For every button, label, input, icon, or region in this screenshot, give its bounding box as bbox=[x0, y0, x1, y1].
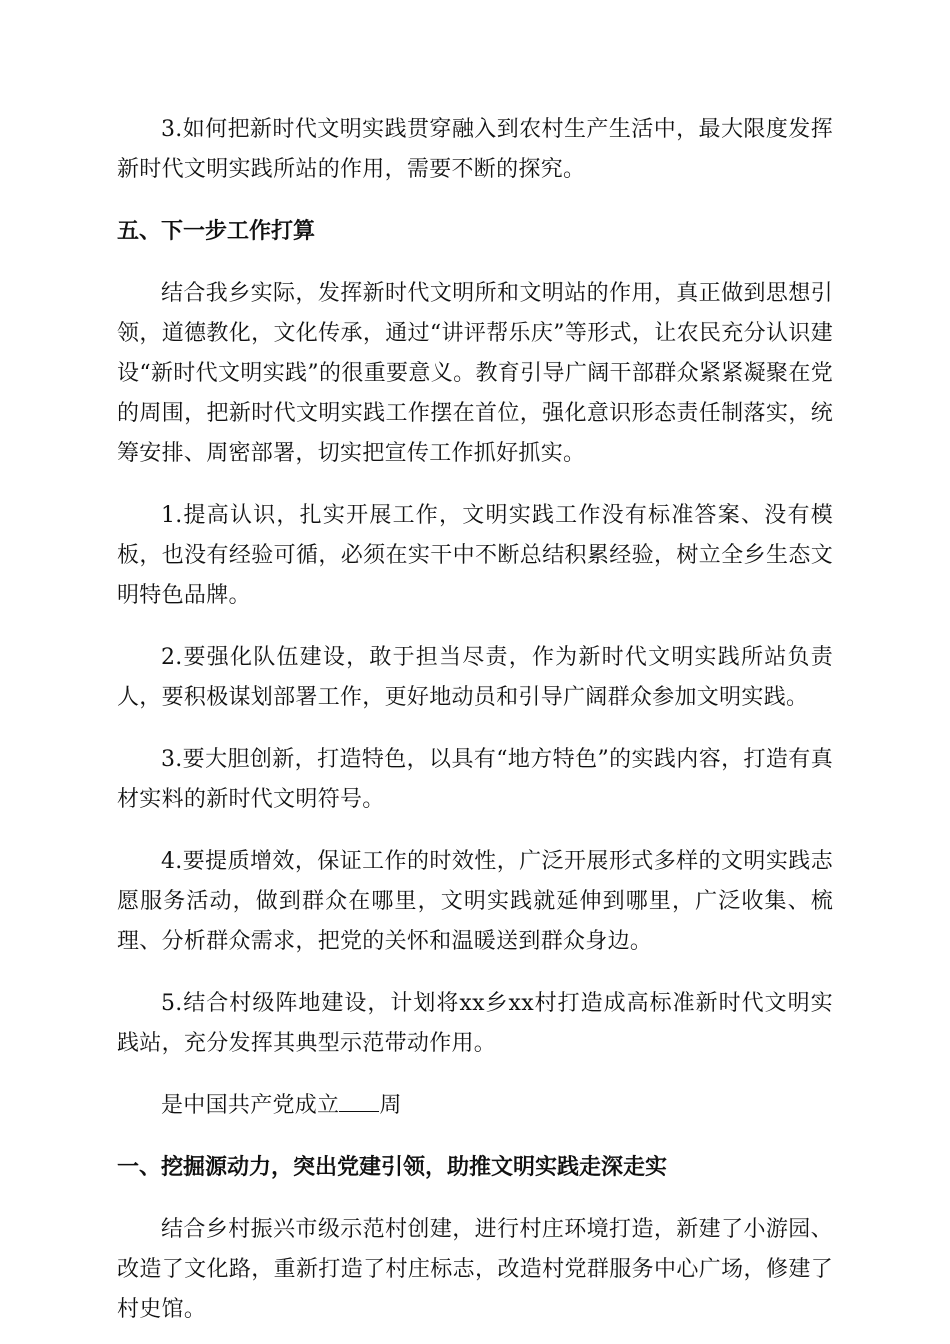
paragraph-item-2: 2.要强化队伍建设，敢于担当尽责，作为新时代文明实践所站负责人，要积极谋划部署工作，更好地动员和引导广阔群众参加文明实践。 bbox=[117, 645, 833, 710]
section-heading-next-steps: 五、下一步工作打算 bbox=[117, 219, 316, 244]
paragraph-3-explore: 3.如何把新时代文明实践贯穿融入到农村生产生活中，最大限度发挥新时代文明实践所站的作用，需要不断的探究。 bbox=[117, 117, 833, 182]
paragraph-item-4: 4.要提质增效，保证工作的时效性，广泛开展形式多样的文明实践志愿服务活动，做到群众在哪里，文明实践就延伸到哪里，广泛收集、梳理、分析群众需求，把党的关怀和温暖送到群众身边。 bbox=[117, 849, 833, 954]
fill-in-blank bbox=[339, 1091, 379, 1112]
paragraph-item-5: 5.结合村级阵地建设，计划将xx乡xx村打造成高标准新时代文明实践站，充分发挥其典型示范带动作用。 bbox=[117, 991, 833, 1056]
paragraph-item-3: 3.要大胆创新，打造特色，以具有“地方特色”的实践内容，打造有真材实料的新时代文明符号。 bbox=[117, 747, 833, 812]
paragraph-anniversary bbox=[117, 1086, 833, 1126]
paragraph-item-1: 1.提高认识，扎实开展工作，文明实践工作没有标准答案、没有模板，也没有经验可循，必须在实干中不断总结积累经验，树立全乡生态文明特色品牌。 bbox=[117, 503, 833, 608]
section-heading-party-building: 一、挖掘源动力，突出党建引领，助推文明实践走深走实 bbox=[117, 1155, 668, 1180]
document-page bbox=[117, 110, 833, 1330]
anniversary-text: 是中国共产党成立 bbox=[161, 1093, 340, 1118]
paragraph-village-construction: 结合乡村振兴市级示范村创建，进行村庄环境打造，新建了小游园、改造了文化路，重新打造了村庄标志，改造村党群服务中心广场，修建了村史馆。 bbox=[117, 1217, 833, 1322]
paragraph-intro-plan: 结合我乡实际，发挥新时代文明所和文明站的作用，真正做到思想引领，道德教化，文化传承，通过“讲评帮乐庆”等形式，让农民充分认识建设“新时代文明实践”的很重要意义。教育引导广阔干部群众紧紧凝聚在党的周围，把新时代文明实践工作摆在首位，强化意识形态责任制落实，统筹安排、周密部署，切实把宣传工作抓好抓实。 bbox=[117, 281, 833, 466]
anniversary-suffix: 周 bbox=[379, 1093, 402, 1118]
